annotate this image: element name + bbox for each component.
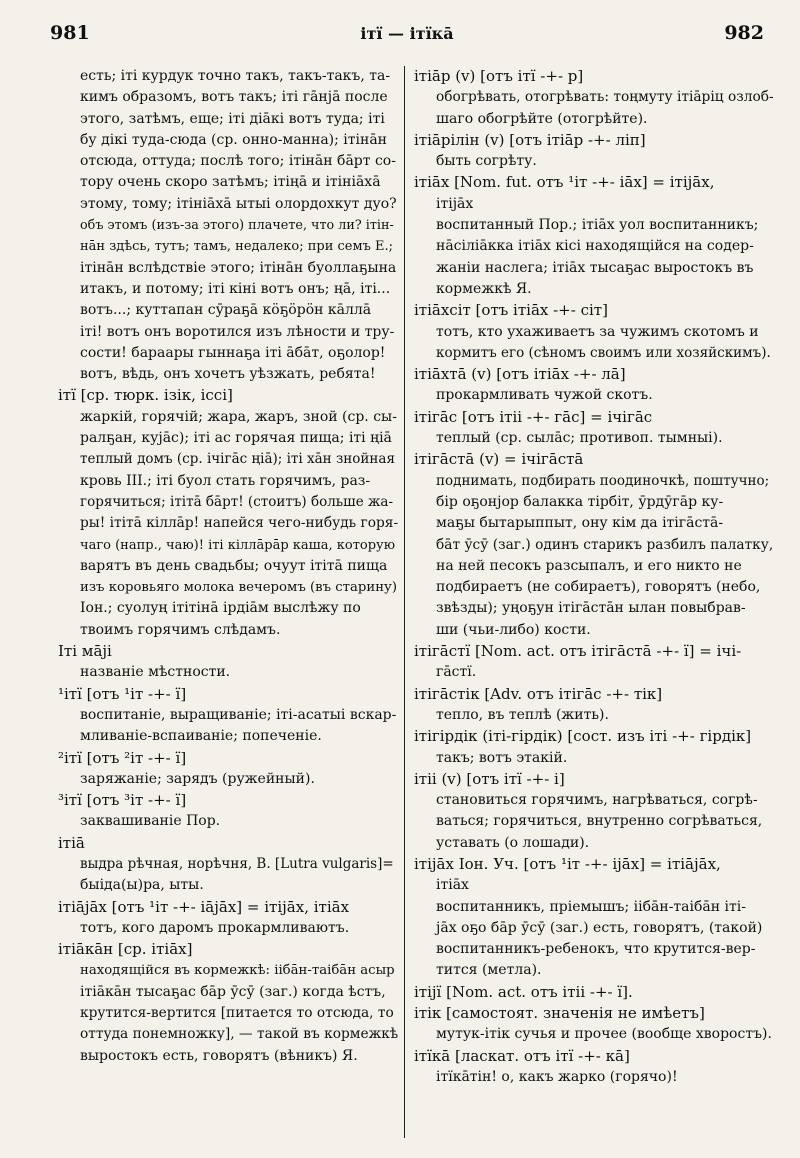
definition-line: находящійся въ кормежкѣ: ііба̄н-таіба̄н асыр [80, 963, 395, 979]
definition-line: тотъ, кто ухаживаетъ за чужимъ скотомъ и [436, 323, 759, 340]
definition-line: Іон.; суолуң ітітінā ірдіāм выслѣжу по [80, 600, 361, 617]
headword: ітіāкāн [ср. ітіāх] [58, 940, 193, 959]
left-column [58, 66, 398, 1138]
headword: ітіājāх [отъ ¹іт -+- іājāх] = ітіjāх, ітіāх [58, 897, 350, 916]
definition-line: ваться; горячиться, внутренно согрѣваться, [436, 813, 763, 830]
definition-line: кормитъ его (сѣномъ своимъ или хозяйскимъ). [436, 344, 771, 361]
definition-line: на ней песокъ разсыпалъ, и его никто не [436, 557, 742, 574]
definition-line: становиться горячимъ, нагрѣваться, согрѣ- [436, 792, 758, 809]
definition-line: теплый домъ (ср. ічіга̄с ңіā); іті хāн знойная [80, 451, 395, 468]
definition-line: заквашиваніе Пор. [80, 813, 221, 830]
text-line: вотъ, вѣдь, онъ хочетъ уѣзжать, ребята! [80, 366, 376, 383]
definition-line: ітїкāтін! о, какъ жарко (горячо)! [436, 1068, 678, 1085]
definition-line: воспитанный Пор.; ітіāх уол воспитанникъ; [436, 217, 759, 234]
text-line: объ этомъ (изъ-за этого) плачете, что ли? ітін- [80, 218, 394, 234]
definition-line: ры! ітітā кіллāр! напейся чего-нибудь горя- [80, 515, 399, 532]
headword-continuation: ітіāх [436, 877, 469, 894]
headword: ітіāрілін (v) [отъ ітіāр -+- ліп] [414, 130, 646, 149]
text-line: отсюда, оттуда; послѣ того; ітінāн бāрт со- [80, 153, 396, 170]
right-column [414, 66, 774, 1138]
headword: ітігірдік (іті-гірдік) [сост. изъ іті -+- гірдік] [414, 727, 752, 746]
definition-line: твоимъ горячимъ слѣдамъ. [80, 621, 281, 638]
definition-line: кормежкѣ Я. [436, 280, 532, 297]
headword: ітігāс [отъ ітіі -+- гāс] = ічігāс [414, 407, 653, 426]
headword: ітігāстї [Nom. act. отъ ітігāстā -+- ї] = ічі- [414, 642, 742, 661]
definition-line: названіе мѣстности. [80, 664, 231, 681]
headword-continuation: гāстї. [436, 664, 477, 681]
page-header [50, 22, 764, 52]
definition-line: жаркій, горячій; жара, жаръ, зной (ср. сы- [80, 408, 397, 425]
definition-line: воспитанникъ-ребенокъ, что крутится-вер- [436, 941, 756, 958]
definition-line: теплый (ср. сылāс; противоп. тымныі). [436, 430, 723, 447]
headword: ітіі (v) [отъ ітї -+- і] [414, 769, 565, 788]
definition-line: быіда(ы)ра, ыты. [80, 877, 204, 894]
text-line: итакъ, и потому; іті кіні вотъ онъ; ңā, іті... [80, 280, 391, 297]
text-line: есть; іті курдук точно такъ, такъ-такъ, та- [80, 68, 391, 84]
definition-line: воспитанникъ, пріемышъ; ііба̄н-таіба̄н іті- [436, 898, 746, 915]
definition-line: жаніи наслега; ітіāх тысаҕас выростокъ въ [436, 259, 754, 276]
headword: ітіāхсіт [отъ ітіāх -+- сіт] [414, 301, 608, 320]
definition-line: варятъ въ день свадьбы; очуут ітітā пища [80, 557, 388, 574]
definition-line: изъ коровьяго молока вечеромъ (въ старину) [80, 580, 397, 596]
headword: ітігāстā (v) = ічігāстā [414, 450, 584, 469]
definition-line: бāт ӯсӯ (заг.) одинъ старикъ разбилъ палатку, [436, 536, 774, 553]
text-line: нāн здѣсь, тутъ; тамъ, недалеко; при семъ Е.; [80, 239, 393, 255]
headword: ітіjāх Іон. Уч. [отъ ¹іт -+- іjāх] = ітіājāх, [414, 854, 721, 873]
headword: ітіā [58, 833, 85, 852]
headword: ітіjї [Nom. act. отъ ітіі -+- ї]. [414, 982, 633, 1001]
text-line: іті! вотъ онъ воротился изъ лѣности и тру- [80, 323, 395, 340]
text-line: этому, тому; ітініāхā ытыі олордохкут дуо? [80, 195, 397, 212]
definition-line: кровь III.; іті буол стать горячимъ, раз- [80, 472, 371, 489]
definition-line: ітіāкāн тысаҕас бāр ӯсӯ (заг.) когда ѣстъ, [80, 983, 386, 1000]
text-line: тору очень скоро затѣмъ; ітіңā и ітініāхā [80, 174, 381, 191]
definition-line: ши (чьи-либо) кости. [436, 621, 591, 638]
definition-line: чаго (напр., чаю)! іті кіллāрāр каша, которую [80, 537, 396, 553]
headword: ітіāхтā (v) [отъ ітіāх -+- лā] [414, 365, 626, 384]
definition-line: оттуда понемножку], — такой въ кормежкѣ [80, 1026, 399, 1043]
headword: ³ітї [отъ ³іт -+- ї] [58, 791, 187, 810]
definition-line: крутится-вертится [питается то отсюда, то [80, 1005, 394, 1022]
text-line: этого, затѣмъ, еще; іті діāкі вотъ туда; іті [80, 110, 385, 127]
definition-line: такъ; вотъ этакій. [436, 749, 568, 766]
headword: ітїкā [ласкат. отъ ітї -+- кā] [414, 1046, 630, 1065]
definition-line: выдра рѣчная, норѣчня, В. [Lutra vulgaris]= [80, 855, 394, 872]
headword-continuation: ітіjāх [436, 195, 474, 212]
definition-line: тотъ, кого даромъ прокармливаютъ. [80, 919, 350, 936]
definition-line: мливаніе-вспаиваніе; попеченіе. [80, 728, 322, 745]
definition-line: бір оҕонjор балакка тірбіт, ӯрдӯгāр ку- [436, 493, 724, 510]
definition-line: тится (метла). [436, 962, 542, 979]
definition-line: звѣзды); уңоҕун ітігāстāн ылан повыбрав- [436, 600, 746, 617]
headword: ітіāр (v) [отъ ітї -+- р] [414, 67, 584, 85]
headword: ітіāх [Nom. fut. отъ ¹іт -+- іāх] = ітіjāх, [414, 173, 715, 192]
definition-line: ралҕан, куjāс); іті ас горячая пища; іті ңіā [80, 430, 392, 447]
headword: ітігāстік [Adv. отъ ітігāс -+- тік] [414, 684, 663, 703]
headword: ітік [самостоят. значенія не имѣетъ] [414, 1004, 705, 1023]
headword: ітї [ср. тюрк. ізік, іссі] [58, 386, 233, 405]
text-line: сости! бараары гыннаҕа іті āбāт, оҕолор! [80, 344, 386, 361]
text-line: ітінāн вслѣдствіе этого; ітінāн буоллаҕына [80, 259, 397, 276]
definition-line: горячиться; ітітā бāрт! (стоитъ) больше жа- [80, 493, 394, 510]
headword: Іті мājі [58, 642, 112, 661]
definition-line: заряжаніе; зарядъ (ружейный). [80, 770, 315, 787]
definition-line: выростокъ есть, говорятъ (вѣникъ) Я. [80, 1047, 358, 1064]
definition-line: тепло, въ теплѣ (жить). [436, 706, 609, 723]
definition-line: прокармливать чужой скотъ. [436, 387, 653, 404]
column-divider [404, 66, 405, 1138]
text-line: вотъ...; куттапан сӯраҕā кöҕöрöн кāллā [80, 302, 372, 319]
page-number-left: 981 [50, 22, 90, 44]
definition-line: воспитаніе, выращиваніе; іті-асатыі вскар- [80, 706, 397, 723]
definition-line: подбираетъ (не собираетъ), говорятъ (небо, [436, 579, 761, 596]
definition-line: поднимать, подбирать поодиночкѣ, поштучно; [436, 472, 770, 489]
definition-line: маҕы бытарыппыт, ону кім да ітігāстā- [436, 515, 724, 532]
text-line: бу дікі туда-сюда (ср. онно-манна); ітінāн [80, 131, 388, 148]
text-line: кимъ образомъ, вотъ такъ; іті гāнjā после [80, 89, 388, 106]
definition-line: шаго обогрѣйте (отогрѣйте). [436, 110, 648, 127]
definition-line: нāсіліāкка ітіāх кісі находящійся на содер- [436, 238, 754, 255]
definition-line: jāх оҕо бāр ӯсӯ (заг.) есть, говорятъ, (такой) [436, 919, 763, 936]
definition-line: мутук-ітік сучья и прочее (вообще хворостъ). [436, 1026, 772, 1043]
definition-line: обогрѣвать, отогрѣвать: тоңмуту ітіāріц озлоб- [436, 89, 774, 106]
running-title: ітї — ітїкā [360, 24, 454, 43]
page-number-right: 982 [724, 22, 764, 44]
definition-line: быть согрѣту. [436, 153, 537, 170]
headword: ¹ітї [отъ ¹іт -+- ї] [58, 684, 187, 703]
definition-line: уставать (о лошади). [436, 834, 590, 851]
headword: ²ітї [отъ ²іт -+- ї] [58, 748, 187, 767]
